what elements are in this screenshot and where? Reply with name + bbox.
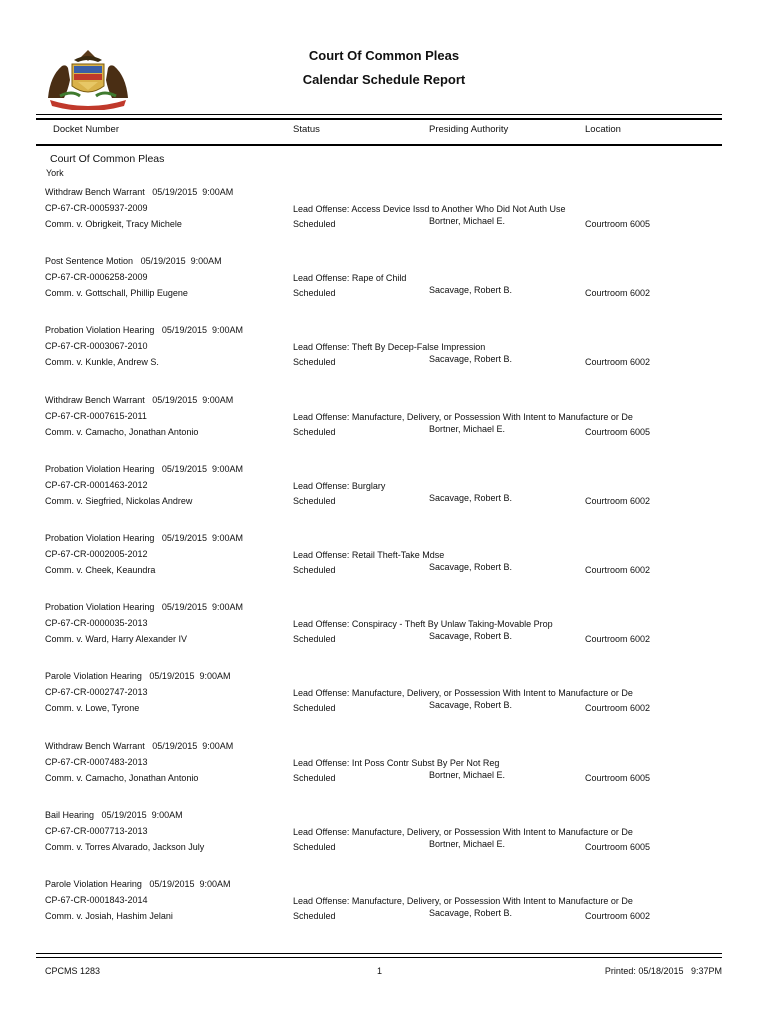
case-caption: Comm. v. Obrigkeit, Tracy Michele	[45, 219, 182, 229]
case-event: Probation Violation Hearing	[45, 463, 155, 474]
case-status: Scheduled	[293, 495, 336, 506]
case-event: Parole Violation Hearing	[45, 878, 142, 889]
case-presiding-authority: Sacavage, Robert B.	[429, 561, 513, 572]
case-caption: Comm. v. Lowe, Tyrone	[45, 703, 140, 714]
case-time: 9:00AM	[211, 532, 244, 543]
case-date: 05/19/2015	[152, 394, 198, 405]
case-date: 05/19/2015	[101, 809, 147, 820]
case-caption: Comm. v. Siegfried, Nickolas Andrew	[45, 495, 193, 506]
case-event: Bail Hearing	[45, 809, 95, 820]
case-status: Scheduled	[293, 357, 336, 368]
case-caption: Comm. v. Kunkle, Andrew S.	[45, 357, 159, 368]
case-event: Withdraw Bench Warrant	[45, 394, 145, 405]
footer-form-id: CPCMS 1283	[45, 966, 101, 976]
column-header-authority: Presiding Authority	[429, 124, 509, 135]
case-caption: Comm. v. Torres Alvarado, Jackson July	[45, 841, 205, 852]
case-event: Probation Violation Hearing	[45, 325, 155, 336]
case-entry	[0, 879, 768, 948]
case-location: Courtroom 6002	[585, 288, 651, 299]
case-entry	[0, 464, 768, 533]
case-status: Scheduled	[293, 634, 336, 645]
case-presiding-authority: Sacavage, Robert B.	[429, 631, 513, 642]
case-lead-offense: Lead Offense: Retail Theft-Take Mdse	[293, 549, 445, 560]
case-presiding-authority: Bortner, Michael E.	[429, 423, 506, 434]
case-location: Courtroom 6002	[585, 564, 651, 575]
case-entry	[0, 810, 768, 879]
case-docket-number: CP-67-CR-0007713-2013	[45, 825, 148, 836]
case-event-line	[45, 464, 243, 474]
case-event-line	[45, 879, 231, 889]
case-location: Courtroom 6005	[585, 219, 651, 229]
case-caption: Comm. v. Josiah, Hashim Jelani	[45, 910, 173, 921]
case-caption: Comm. v. Ward, Harry Alexander IV	[45, 634, 188, 645]
case-lead-offense: Lead Offense: Rape of Child	[293, 273, 407, 284]
header-rule-top-2	[36, 118, 722, 120]
column-header-location: Location	[585, 124, 621, 135]
case-caption: Comm. v. Camacho, Jonathan Antonio	[45, 772, 199, 783]
case-entry	[0, 671, 768, 740]
case-location: Courtroom 6005	[585, 426, 651, 437]
case-entry	[0, 533, 768, 602]
case-presiding-authority: Sacavage, Robert B.	[429, 354, 513, 365]
case-lead-offense: Lead Offense: Conspiracy - Theft By Unlaw Taking-Movable Prop	[293, 619, 553, 630]
case-docket-number: CP-67-CR-0002005-2012	[45, 548, 148, 559]
case-event-line	[45, 395, 233, 405]
case-date: 05/19/2015	[149, 878, 195, 889]
case-status: Scheduled	[293, 564, 336, 575]
case-event: Probation Violation Hearing	[45, 532, 155, 543]
footer-rule-bottom	[36, 957, 722, 958]
case-event: Parole Violation Hearing	[45, 671, 142, 682]
case-status: Scheduled	[293, 841, 336, 852]
case-location: Courtroom 6002	[585, 634, 651, 645]
case-event-line	[45, 256, 222, 266]
footer-page-number: 1	[377, 966, 383, 976]
case-lead-offense: Lead Offense: Theft By Decep-False Impression	[293, 342, 486, 353]
case-presiding-authority: Sacavage, Robert B.	[429, 285, 513, 296]
case-time: 9:00AM	[202, 740, 234, 751]
case-lead-offense: Lead Offense: Int Poss Contr Subst By Per Not Reg	[293, 757, 500, 768]
case-entry	[0, 741, 768, 810]
case-caption: Comm. v. Cheek, Keaundra	[45, 564, 156, 575]
case-lead-offense: Lead Offense: Manufacture, Delivery, or Possession With Intent to Manufacture or De	[293, 895, 633, 906]
case-event: Withdraw Bench Warrant	[45, 187, 145, 197]
case-status: Scheduled	[293, 219, 336, 229]
case-time: 9:00AM	[211, 325, 244, 336]
case-date: 05/19/2015	[161, 463, 207, 474]
footer-printed: Printed: 05/18/2015 9:37PM	[604, 966, 722, 976]
report-title: Court Of Common Pleas	[308, 48, 460, 63]
case-caption: Comm. v. Camacho, Jonathan Antonio	[45, 426, 199, 437]
case-entry	[0, 187, 768, 256]
case-event-line	[45, 533, 243, 543]
case-event: Post Sentence Motion	[45, 256, 134, 267]
case-presiding-authority: Sacavage, Robert B.	[429, 700, 513, 711]
case-event-line	[45, 602, 243, 612]
case-event-line	[45, 741, 233, 751]
case-location: Courtroom 6002	[585, 357, 651, 368]
case-docket-number: CP-67-CR-0000035-2013	[45, 618, 148, 629]
case-location: Courtroom 6005	[585, 772, 651, 783]
case-lead-offense: Lead Offense: Access Device Issd to Another Who Did Not Auth Use	[293, 204, 566, 214]
case-event: Withdraw Bench Warrant	[45, 740, 145, 751]
case-docket-number: CP-67-CR-0001843-2014	[45, 894, 148, 905]
case-lead-offense: Lead Offense: Manufacture, Delivery, or Possession With Intent to Manufacture or De	[293, 826, 633, 837]
case-date: 05/19/2015	[149, 671, 195, 682]
court-name: Court Of Common Pleas	[50, 153, 165, 165]
case-docket-number: CP-67-CR-0003067-2010	[45, 341, 148, 352]
case-time: 9:00AM	[190, 256, 222, 267]
case-event-line	[45, 810, 183, 820]
case-time: 9:00AM	[202, 394, 234, 405]
case-entry	[0, 602, 768, 671]
case-lead-offense: Lead Offense: Manufacture, Delivery, or Possession With Intent to Manufacture or De	[293, 688, 633, 699]
case-event-line	[45, 671, 231, 681]
case-event: Probation Violation Hearing	[45, 602, 155, 613]
case-presiding-authority: Sacavage, Robert B.	[429, 492, 513, 503]
case-lead-offense: Lead Offense: Manufacture, Delivery, or Possession With Intent to Manufacture or De	[293, 411, 633, 422]
case-date: 05/19/2015	[152, 740, 198, 751]
case-event-line	[45, 325, 243, 335]
case-time: 9:00AM	[151, 809, 183, 820]
case-event-line	[45, 187, 233, 197]
footer-rule-top	[36, 953, 722, 954]
case-time: 9:00AM	[199, 878, 231, 889]
case-location: Courtroom 6002	[585, 910, 651, 921]
case-docket-number: CP-67-CR-0007615-2011	[45, 410, 147, 421]
case-status: Scheduled	[293, 910, 336, 921]
case-location: Courtroom 6005	[585, 841, 651, 852]
case-location: Courtroom 6002	[585, 703, 651, 714]
report-subtitle: Calendar Schedule Report	[302, 72, 466, 87]
case-docket-number: CP-67-CR-0007483-2013	[45, 756, 148, 767]
case-date: 05/19/2015	[161, 602, 207, 613]
column-header-docket: Docket Number	[53, 124, 119, 135]
case-status: Scheduled	[293, 288, 336, 299]
case-presiding-authority: Bortner, Michael E.	[429, 216, 506, 226]
case-list	[0, 187, 768, 948]
header-rule-bottom	[36, 144, 722, 146]
case-date: 05/19/2015	[152, 187, 198, 197]
case-location: Courtroom 6002	[585, 495, 651, 506]
case-docket-number: CP-67-CR-0002747-2013	[45, 687, 148, 698]
case-lead-offense: Lead Offense: Burglary	[293, 480, 386, 491]
case-entry	[0, 325, 768, 394]
case-docket-number: CP-67-CR-0005937-2009	[45, 203, 148, 213]
case-date: 05/19/2015	[140, 256, 186, 267]
county-name: York	[46, 168, 64, 178]
case-presiding-authority: Sacavage, Robert B.	[429, 907, 513, 918]
case-status: Scheduled	[293, 426, 336, 437]
case-caption: Comm. v. Gottschall, Phillip Eugene	[45, 288, 188, 299]
header-rule-top	[36, 114, 722, 115]
case-time: 9:00AM	[211, 602, 244, 613]
case-presiding-authority: Bortner, Michael E.	[429, 769, 506, 780]
case-date: 05/19/2015	[161, 325, 207, 336]
case-docket-number: CP-67-CR-0006258-2009	[45, 272, 148, 283]
case-time: 9:00AM	[199, 671, 231, 682]
case-entry	[0, 256, 768, 325]
case-entry	[0, 395, 768, 464]
case-date: 05/19/2015	[161, 532, 207, 543]
case-docket-number: CP-67-CR-0001463-2012	[45, 479, 148, 490]
case-time: 9:00AM	[211, 463, 244, 474]
case-status: Scheduled	[293, 772, 336, 783]
case-status: Scheduled	[293, 703, 336, 714]
column-header-status: Status	[293, 124, 320, 135]
case-time: 9:00AM	[202, 187, 234, 197]
case-presiding-authority: Bortner, Michael E.	[429, 838, 506, 849]
